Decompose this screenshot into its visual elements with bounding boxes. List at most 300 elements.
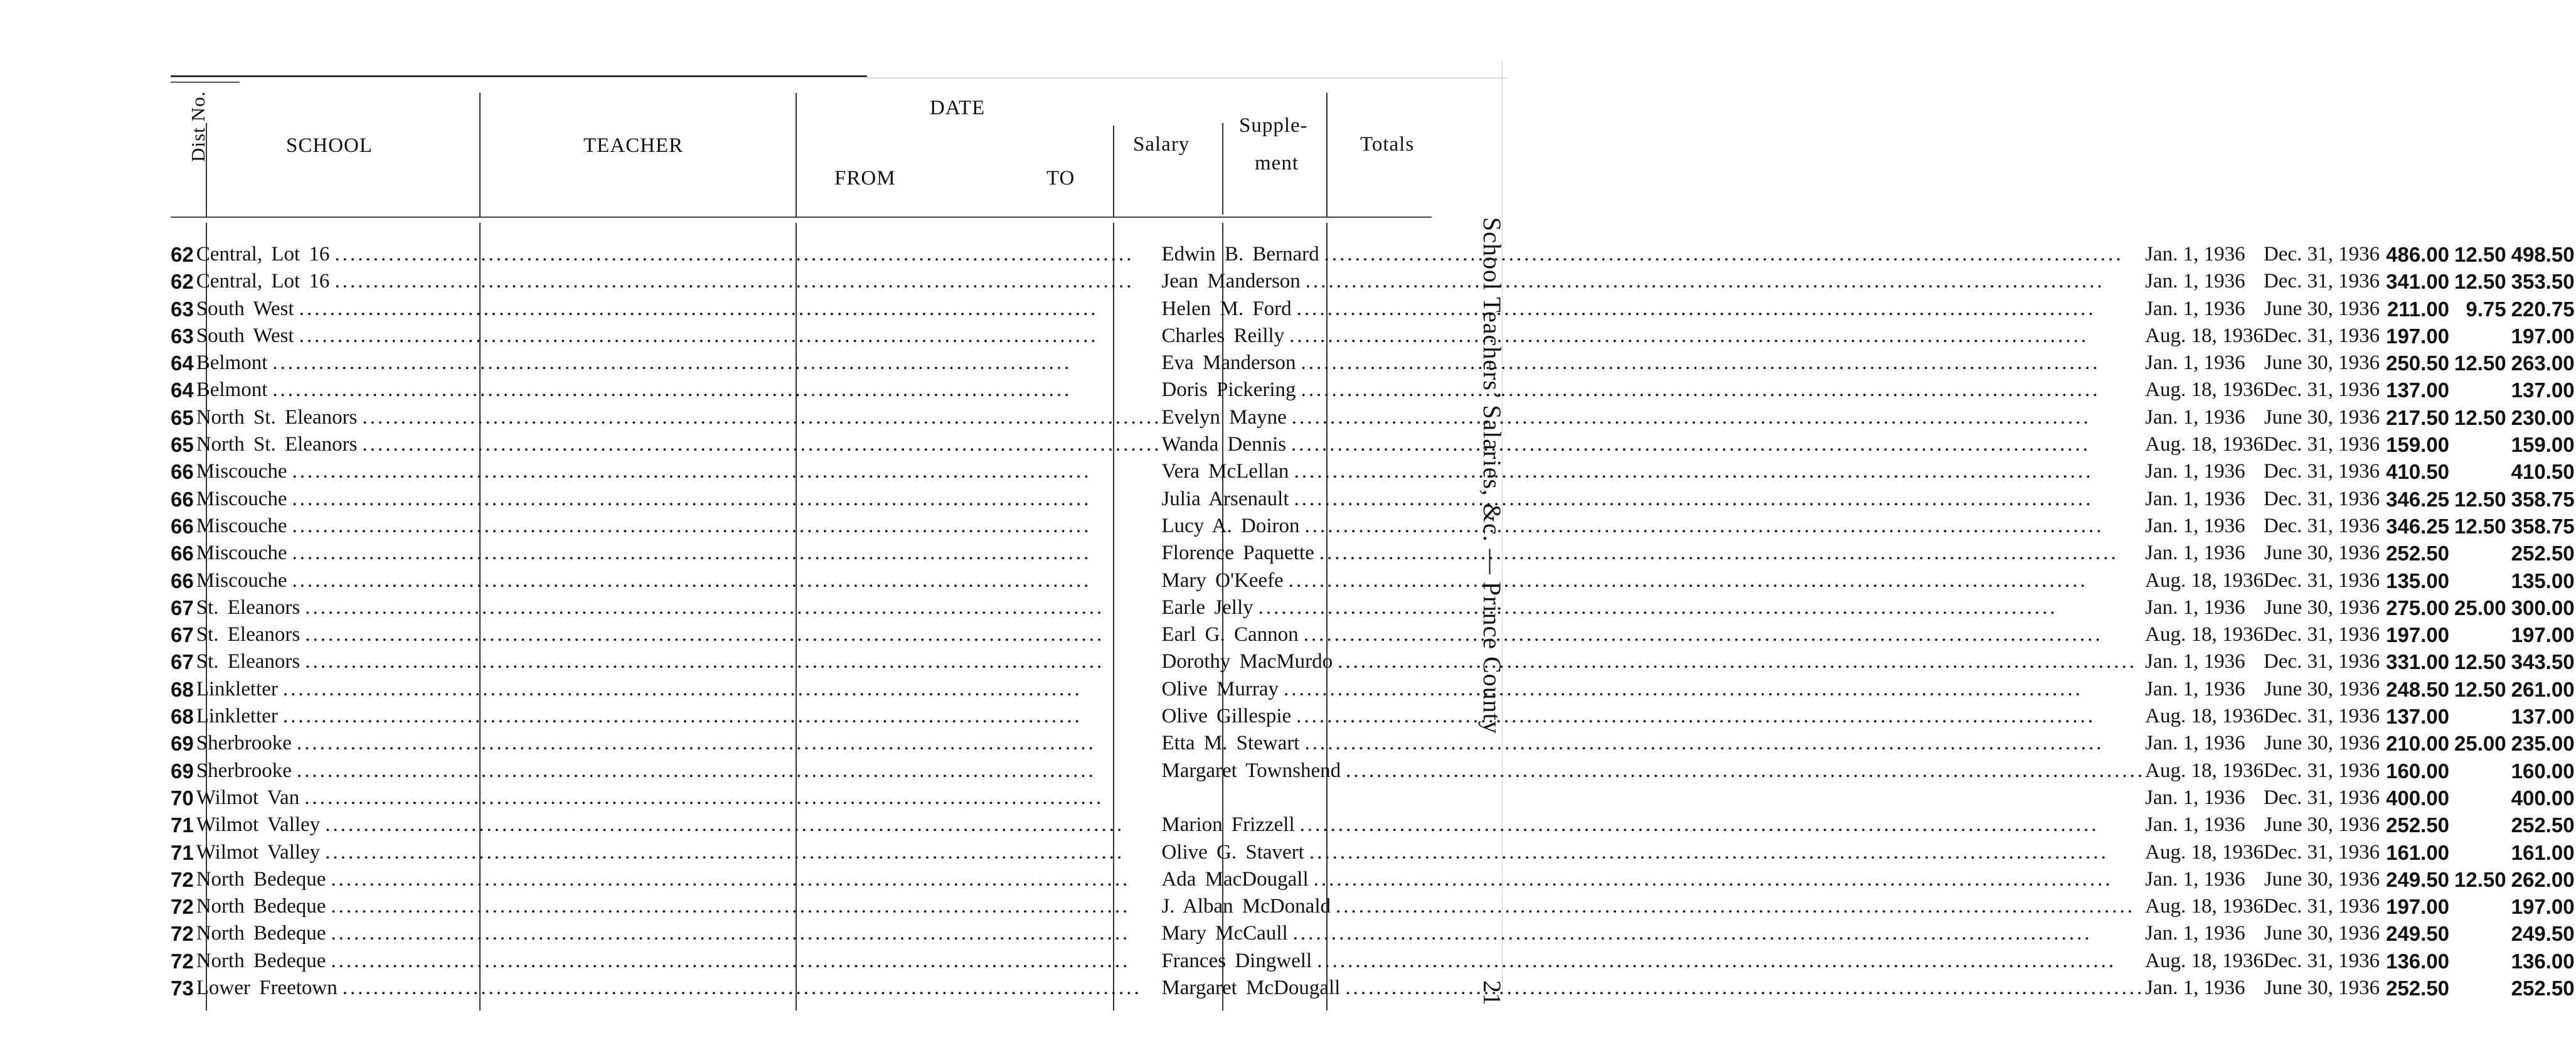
dot-leader bbox=[1279, 676, 2145, 703]
table-row bbox=[171, 948, 2576, 975]
school-cell-text: Miscouche bbox=[196, 514, 287, 537]
dot-leader bbox=[1284, 567, 2145, 594]
table-row bbox=[171, 377, 2576, 404]
dot-leader bbox=[326, 948, 1161, 975]
dot-leader bbox=[300, 648, 1161, 675]
salary-cell: 346.25 bbox=[2386, 514, 2450, 538]
teacher-cell bbox=[1161, 812, 2145, 838]
supplement-cell: 12.50 bbox=[2454, 650, 2506, 674]
table-row bbox=[171, 540, 2576, 567]
school-cell-text: North Bedeque bbox=[196, 922, 326, 945]
school-cell bbox=[196, 730, 1162, 757]
school-cell-text: Miscouche bbox=[196, 569, 287, 592]
to-date-cell: June 30, 1936 bbox=[2264, 297, 2380, 320]
table-row bbox=[171, 458, 2576, 485]
from-date-cell: Aug. 18, 1936 bbox=[2145, 433, 2264, 456]
dist-no-cell: 72 bbox=[171, 867, 194, 891]
school-cell-text: Wilmot Valley bbox=[196, 840, 321, 864]
table-row bbox=[171, 431, 2576, 458]
supplement-cell: 12.50 bbox=[2454, 487, 2506, 511]
school-cell bbox=[196, 920, 1162, 947]
supplement-cell: 12.50 bbox=[2454, 867, 2506, 891]
teacher-cell-text: Edwin B. Bernard bbox=[1161, 243, 1319, 265]
table-row bbox=[171, 513, 2576, 540]
school-cell bbox=[196, 350, 1162, 377]
salary-cell: 159.00 bbox=[2386, 433, 2450, 457]
school-cell bbox=[196, 948, 1162, 975]
dot-leader bbox=[1314, 540, 2145, 567]
teacher-cell-text: Frances Dingwell bbox=[1161, 949, 1312, 972]
dist-no-cell: 69 bbox=[171, 732, 194, 756]
to-date-cell: June 30, 1936 bbox=[2264, 977, 2380, 1000]
total-cell: 197.00 bbox=[2511, 324, 2575, 348]
dot-leader bbox=[1291, 703, 2145, 730]
dot-leader bbox=[1301, 268, 2145, 295]
school-cell-text: Miscouche bbox=[196, 542, 287, 565]
header-dist-no: Dist No. bbox=[187, 90, 209, 162]
teacher-cell-text: Eva Manderson bbox=[1161, 351, 1296, 375]
total-cell: 159.00 bbox=[2511, 433, 2575, 457]
header-divider-supplement bbox=[1326, 93, 1328, 217]
teacher-cell-text: Marion Frizzell bbox=[1161, 813, 1295, 837]
dot-leader bbox=[1299, 730, 2145, 757]
to-date-cell: Dec. 31, 1936 bbox=[2263, 949, 2380, 972]
dist-no-cell: 71 bbox=[171, 813, 194, 837]
total-cell: 197.00 bbox=[2511, 895, 2575, 919]
supplement-cell: 12.50 bbox=[2454, 270, 2506, 294]
school-cell-text: St. Eleanors bbox=[196, 623, 301, 646]
dist-no-cell: 64 bbox=[171, 378, 194, 402]
dot-leader bbox=[1304, 839, 2145, 866]
school-cell-text: North St. Eleanors bbox=[196, 405, 358, 429]
from-date-cell: Jan. 1, 1936 bbox=[2145, 867, 2245, 891]
school-cell bbox=[196, 703, 1162, 730]
salary-table bbox=[171, 241, 2576, 1002]
header-divider-teacher bbox=[796, 93, 797, 217]
teacher-cell bbox=[1161, 785, 2145, 812]
table-row bbox=[171, 594, 2576, 621]
header-divider-to bbox=[1113, 126, 1114, 217]
dist-no-cell: 72 bbox=[171, 922, 194, 946]
dot-leader bbox=[1296, 377, 2146, 404]
dot-leader bbox=[1289, 458, 2145, 485]
teacher-cell-text: Helen M. Ford bbox=[1161, 297, 1292, 320]
teacher-cell bbox=[1161, 296, 2145, 323]
total-cell: 300.00 bbox=[2511, 596, 2575, 619]
dist-no-cell: 66 bbox=[171, 487, 194, 511]
school-cell bbox=[196, 241, 1162, 268]
school-cell-text: North St. Eleanors bbox=[196, 433, 358, 456]
total-cell: 252.50 bbox=[2511, 977, 2575, 1000]
teacher-cell bbox=[1161, 648, 2145, 675]
supplement-cell bbox=[2454, 920, 2511, 947]
from-date-cell: Jan. 1, 1936 bbox=[2145, 270, 2245, 293]
to-date-cell: June 30, 1936 bbox=[2264, 542, 2380, 565]
from-date-cell: Jan. 1, 1936 bbox=[2145, 650, 2245, 673]
from-date-cell: Jan. 1, 1936 bbox=[2145, 922, 2245, 945]
salary-cell: 252.50 bbox=[2386, 542, 2450, 565]
table-row bbox=[171, 839, 2576, 866]
teacher-cell-text: Ada MacDougall bbox=[1161, 867, 1309, 891]
teacher-cell-text: Florence Paquette bbox=[1161, 542, 1314, 565]
school-cell-text: Belmont bbox=[196, 378, 268, 402]
supplement-cell bbox=[2454, 703, 2511, 730]
from-date-cell: Jan. 1, 1936 bbox=[2145, 405, 2245, 429]
salary-cell: 275.00 bbox=[2386, 596, 2450, 619]
to-date-cell: Dec. 31, 1936 bbox=[2263, 840, 2380, 864]
school-cell-text: Sherbrooke bbox=[196, 732, 292, 755]
salary-cell: 197.00 bbox=[2386, 324, 2450, 348]
running-title: School Teachers’ Salaries, &c. — Prince County bbox=[1478, 217, 1506, 734]
school-cell-text: North Bedeque bbox=[196, 867, 326, 891]
dot-leader bbox=[1284, 323, 2145, 350]
school-cell bbox=[196, 513, 1162, 540]
from-date-cell: Jan. 1, 1936 bbox=[2145, 813, 2245, 837]
salary-cell: 197.00 bbox=[2386, 623, 2450, 647]
from-date-cell: Jan. 1, 1936 bbox=[2145, 732, 2245, 755]
dot-leader bbox=[292, 758, 1162, 785]
header-salary: Salary bbox=[1133, 133, 1190, 156]
teacher-cell-text: Jean Manderson bbox=[1161, 270, 1301, 293]
dist-no-cell: 67 bbox=[171, 596, 194, 619]
dist-no-cell: 67 bbox=[171, 650, 194, 674]
teacher-cell bbox=[1161, 975, 2145, 1002]
dot-leader bbox=[1333, 648, 2145, 675]
dot-leader bbox=[300, 594, 1161, 621]
salary-cell: 217.50 bbox=[2386, 405, 2450, 429]
table-row bbox=[171, 268, 2576, 295]
teacher-cell-text: Margaret McDougall bbox=[1161, 977, 1341, 1000]
total-cell: 343.50 bbox=[2511, 650, 2575, 674]
table-row bbox=[171, 296, 2576, 323]
to-date-cell: Dec. 31, 1936 bbox=[2263, 569, 2380, 592]
dist-no-cell: 63 bbox=[171, 297, 194, 321]
salary-cell: 250.50 bbox=[2386, 351, 2450, 375]
teacher-cell-text: Julia Arsenault bbox=[1161, 487, 1289, 510]
from-date-cell: Jan. 1, 1936 bbox=[2145, 786, 2245, 809]
dot-leader bbox=[1296, 350, 2145, 377]
dot-leader bbox=[299, 785, 1161, 812]
salary-cell: 249.50 bbox=[2386, 922, 2450, 946]
school-cell-text: Central, Lot 16 bbox=[196, 270, 330, 293]
teacher-cell-text: Margaret Townshend bbox=[1161, 759, 1341, 782]
supplement-cell bbox=[2454, 621, 2511, 648]
supplement-cell: 12.50 bbox=[2454, 405, 2506, 429]
from-date-cell: Aug. 18, 1936 bbox=[2145, 949, 2264, 972]
to-date-cell: June 30, 1936 bbox=[2264, 596, 2380, 619]
dot-leader bbox=[338, 975, 1162, 1002]
teacher-cell bbox=[1161, 486, 2145, 513]
salary-cell: 249.50 bbox=[2386, 867, 2450, 891]
dist-no-cell: 72 bbox=[171, 949, 194, 973]
teacher-cell bbox=[1161, 730, 2145, 757]
total-cell: 358.75 bbox=[2511, 514, 2575, 538]
total-cell: 230.00 bbox=[2511, 405, 2575, 429]
table-row bbox=[171, 893, 2576, 920]
school-cell-text: North Bedeque bbox=[196, 949, 326, 972]
teacher-cell bbox=[1161, 920, 2145, 947]
to-date-cell: June 30, 1936 bbox=[2264, 922, 2380, 945]
salary-cell: 160.00 bbox=[2386, 759, 2450, 783]
dot-leader bbox=[320, 812, 1161, 838]
dot-leader bbox=[292, 730, 1162, 757]
header-teacher: TEACHER bbox=[583, 134, 684, 157]
salary-cell: 410.50 bbox=[2386, 460, 2450, 484]
from-date-cell: Jan. 1, 1936 bbox=[2145, 596, 2245, 619]
dist-no-cell: 63 bbox=[171, 324, 194, 348]
header-date: DATE bbox=[930, 97, 986, 119]
to-date-cell: Dec. 31, 1936 bbox=[2263, 324, 2380, 347]
supplement-cell: 12.50 bbox=[2454, 243, 2506, 266]
total-cell: 410.50 bbox=[2511, 460, 2575, 484]
school-cell-text: Wilmot Valley bbox=[196, 813, 321, 837]
from-date-cell: Aug. 18, 1936 bbox=[2145, 378, 2264, 402]
supplement-cell bbox=[2454, 323, 2511, 350]
dot-leader bbox=[287, 540, 1162, 567]
to-date-cell: Dec. 31, 1936 bbox=[2263, 270, 2380, 293]
teacher-cell bbox=[1161, 513, 2145, 540]
dot-leader bbox=[278, 703, 1162, 730]
salary-cell: 197.00 bbox=[2386, 895, 2450, 919]
dot-leader bbox=[287, 458, 1162, 485]
teacher-cell-text: Doris Pickering bbox=[1161, 378, 1296, 402]
total-cell: 197.00 bbox=[2511, 623, 2575, 647]
school-cell bbox=[196, 404, 1162, 431]
teacher-cell-text: Olive Gillespie bbox=[1161, 705, 1292, 728]
to-date-cell: Dec. 31, 1936 bbox=[2263, 378, 2380, 402]
dot-leader bbox=[326, 866, 1161, 893]
dist-no-cell: 66 bbox=[171, 514, 194, 538]
header-to: TO bbox=[1046, 167, 1075, 190]
dist-no-cell: 72 bbox=[171, 895, 194, 919]
dist-no-cell: 65 bbox=[171, 433, 194, 457]
school-cell bbox=[196, 676, 1162, 703]
teacher-cell bbox=[1161, 241, 2145, 268]
dist-no-cell: 68 bbox=[171, 705, 194, 729]
salary-cell: 248.50 bbox=[2386, 677, 2450, 701]
teacher-cell-text: Charles Reilly bbox=[1161, 324, 1285, 347]
header-totals: Totals bbox=[1360, 133, 1415, 156]
table-row bbox=[171, 404, 2576, 431]
dot-leader bbox=[320, 839, 1161, 866]
school-cell-text: Miscouche bbox=[196, 487, 287, 510]
total-cell: 137.00 bbox=[2511, 705, 2575, 729]
supplement-cell: 12.50 bbox=[2454, 514, 2506, 538]
teacher-cell bbox=[1161, 377, 2145, 404]
table-row bbox=[171, 323, 2576, 350]
total-cell: 235.00 bbox=[2511, 732, 2575, 756]
school-cell bbox=[196, 866, 1162, 893]
school-cell-text: St. Eleanors bbox=[196, 650, 301, 673]
dot-leader bbox=[1253, 594, 2145, 621]
supplement-cell: 12.50 bbox=[2454, 677, 2506, 701]
teacher-cell bbox=[1161, 839, 2145, 866]
teacher-cell-text: Lucy A. Doiron bbox=[1161, 514, 1300, 537]
teacher-cell-text: Olive G. Stavert bbox=[1161, 840, 1304, 864]
dist-no-cell: 64 bbox=[171, 351, 194, 375]
supplement-cell: 12.50 bbox=[2454, 351, 2506, 375]
teacher-cell bbox=[1161, 758, 2145, 785]
from-date-cell: Jan. 1, 1936 bbox=[2145, 977, 2245, 1000]
total-cell: 252.50 bbox=[2511, 813, 2575, 837]
teacher-cell-text: Vera McLellan bbox=[1161, 460, 1289, 483]
total-cell: 220.75 bbox=[2511, 297, 2575, 321]
teacher-cell-text: Wanda Dennis bbox=[1161, 433, 1286, 456]
teacher-cell bbox=[1161, 676, 2145, 703]
school-cell-text: Lower Freetown bbox=[196, 977, 338, 1000]
teacher-cell bbox=[1161, 594, 2145, 621]
teacher-cell-text: Dorothy MacMurdo bbox=[1161, 650, 1333, 673]
dot-leader bbox=[1309, 866, 2145, 893]
school-cell-text: Central, Lot 16 bbox=[196, 243, 330, 265]
header-from: FROM bbox=[834, 167, 896, 190]
school-cell bbox=[196, 839, 1162, 866]
dot-leader bbox=[1300, 513, 2146, 540]
salary-cell: 210.00 bbox=[2386, 732, 2450, 756]
table-row bbox=[171, 486, 2576, 513]
dist-no-cell: 70 bbox=[171, 786, 194, 810]
teacher-cell-text: J. Alban McDonald bbox=[1161, 895, 1331, 918]
to-date-cell: Dec. 31, 1936 bbox=[2263, 650, 2380, 673]
school-cell-text: Miscouche bbox=[196, 460, 287, 483]
to-date-cell: June 30, 1936 bbox=[2264, 677, 2380, 700]
school-cell-text: Linkletter bbox=[196, 677, 278, 700]
school-cell bbox=[196, 540, 1162, 567]
dot-leader bbox=[287, 567, 1162, 594]
school-cell-text: Wilmot Van bbox=[196, 786, 300, 809]
to-date-cell: June 30, 1936 bbox=[2264, 867, 2380, 891]
teacher-cell bbox=[1161, 458, 2145, 485]
dot-leader bbox=[267, 377, 1161, 404]
dist-no-cell: 67 bbox=[171, 623, 194, 647]
total-cell: 262.00 bbox=[2511, 867, 2575, 891]
from-date-cell: Jan. 1, 1936 bbox=[2145, 297, 2245, 320]
school-cell bbox=[196, 268, 1162, 295]
dist-no-cell: 73 bbox=[171, 977, 194, 1000]
dot-leader bbox=[329, 268, 1161, 295]
table-row bbox=[171, 648, 2576, 675]
table-row bbox=[171, 866, 2576, 893]
supplement-cell bbox=[2454, 540, 2511, 567]
page-number: 21 bbox=[1478, 980, 1506, 1005]
from-date-cell: Aug. 18, 1936 bbox=[2145, 705, 2264, 728]
salary-cell: 341.00 bbox=[2386, 270, 2450, 294]
dot-leader bbox=[357, 404, 1161, 431]
table-row bbox=[171, 730, 2576, 757]
salary-cell: 137.00 bbox=[2386, 378, 2450, 402]
total-cell: 358.75 bbox=[2511, 487, 2575, 511]
supplement-cell: 25.00 bbox=[2454, 596, 2506, 619]
to-date-cell: Dec. 31, 1936 bbox=[2263, 895, 2380, 918]
teacher-cell bbox=[1161, 431, 2145, 458]
teacher-cell-text: Earle Jelly bbox=[1161, 596, 1253, 619]
teacher-cell bbox=[1161, 268, 2145, 295]
teacher-cell bbox=[1161, 703, 2145, 730]
school-cell bbox=[196, 893, 1162, 920]
dot-leader bbox=[1295, 812, 2145, 838]
from-date-cell: Aug. 18, 1936 bbox=[2145, 840, 2264, 864]
salary-cell: 136.00 bbox=[2386, 949, 2450, 973]
teacher-cell-text: Earl G. Cannon bbox=[1161, 623, 1299, 646]
supplement-cell bbox=[2454, 431, 2511, 458]
teacher-cell bbox=[1161, 567, 2145, 594]
to-date-cell: June 30, 1936 bbox=[2264, 732, 2380, 755]
to-date-cell: Dec. 31, 1936 bbox=[2263, 460, 2380, 483]
to-date-cell: June 30, 1936 bbox=[2264, 813, 2380, 837]
from-date-cell: Jan. 1, 1936 bbox=[2145, 542, 2245, 565]
to-date-cell: Dec. 31, 1936 bbox=[2263, 243, 2380, 265]
school-cell bbox=[196, 621, 1162, 648]
top-rule-short bbox=[171, 82, 240, 83]
total-cell: 400.00 bbox=[2511, 786, 2575, 810]
school-cell bbox=[196, 323, 1162, 350]
teacher-cell-text: Mary O'Keefe bbox=[1161, 569, 1284, 592]
salary-cell: 137.00 bbox=[2386, 705, 2450, 729]
school-cell bbox=[196, 785, 1162, 812]
school-cell bbox=[196, 812, 1162, 838]
total-cell: 161.00 bbox=[2511, 840, 2575, 864]
school-cell-text: Sherbrooke bbox=[196, 759, 292, 782]
school-cell-text: South West bbox=[196, 297, 294, 320]
salary-cell: 252.50 bbox=[2386, 813, 2450, 837]
salary-cell: 331.00 bbox=[2386, 650, 2450, 674]
dot-leader bbox=[1340, 975, 2145, 1002]
school-cell bbox=[196, 296, 1162, 323]
school-cell bbox=[196, 975, 1162, 1002]
school-cell bbox=[196, 648, 1162, 675]
from-date-cell: Aug. 18, 1936 bbox=[2145, 895, 2264, 918]
school-cell-text: South West bbox=[196, 324, 294, 347]
dist-no-cell: 66 bbox=[171, 460, 194, 484]
table-row bbox=[171, 812, 2576, 838]
header-divider-school bbox=[479, 93, 481, 217]
header-divider-salary bbox=[1222, 123, 1223, 215]
teacher-cell bbox=[1161, 350, 2145, 377]
dot-leader bbox=[1341, 758, 2145, 785]
salary-cell: 211.00 bbox=[2387, 297, 2450, 321]
table-row bbox=[171, 785, 2576, 812]
teacher-cell bbox=[1161, 893, 2145, 920]
supplement-cell bbox=[2454, 458, 2511, 485]
to-date-cell: Dec. 31, 1936 bbox=[2263, 514, 2380, 537]
dot-leader bbox=[1292, 296, 2145, 323]
to-date-cell: Dec. 31, 1936 bbox=[2263, 705, 2380, 728]
from-date-cell: Jan. 1, 1936 bbox=[2145, 351, 2245, 375]
from-date-cell: Jan. 1, 1936 bbox=[2145, 243, 2245, 265]
teacher-cell bbox=[1161, 404, 2145, 431]
dot-leader bbox=[357, 431, 1161, 458]
supplement-cell bbox=[2454, 812, 2511, 838]
table-row bbox=[171, 676, 2576, 703]
school-cell-text: Belmont bbox=[196, 351, 268, 375]
supplement-cell bbox=[2454, 948, 2511, 975]
dist-no-cell: 65 bbox=[171, 405, 194, 429]
total-cell: 135.00 bbox=[2511, 569, 2575, 592]
supplement-cell bbox=[2454, 785, 2511, 812]
from-date-cell: Aug. 18, 1936 bbox=[2145, 623, 2264, 646]
dot-leader bbox=[294, 296, 1162, 323]
salary-cell: 161.00 bbox=[2386, 840, 2450, 864]
dot-leader bbox=[1286, 431, 2145, 458]
from-date-cell: Jan. 1, 1936 bbox=[2145, 677, 2245, 700]
table-row bbox=[171, 621, 2576, 648]
dot-leader bbox=[1331, 893, 2145, 920]
teacher-cell-text: Evelyn Mayne bbox=[1161, 405, 1287, 429]
table-row bbox=[171, 241, 2576, 268]
dist-no-cell: 66 bbox=[171, 569, 194, 592]
supplement-cell bbox=[2454, 758, 2511, 785]
header-school: SCHOOL bbox=[286, 134, 373, 157]
